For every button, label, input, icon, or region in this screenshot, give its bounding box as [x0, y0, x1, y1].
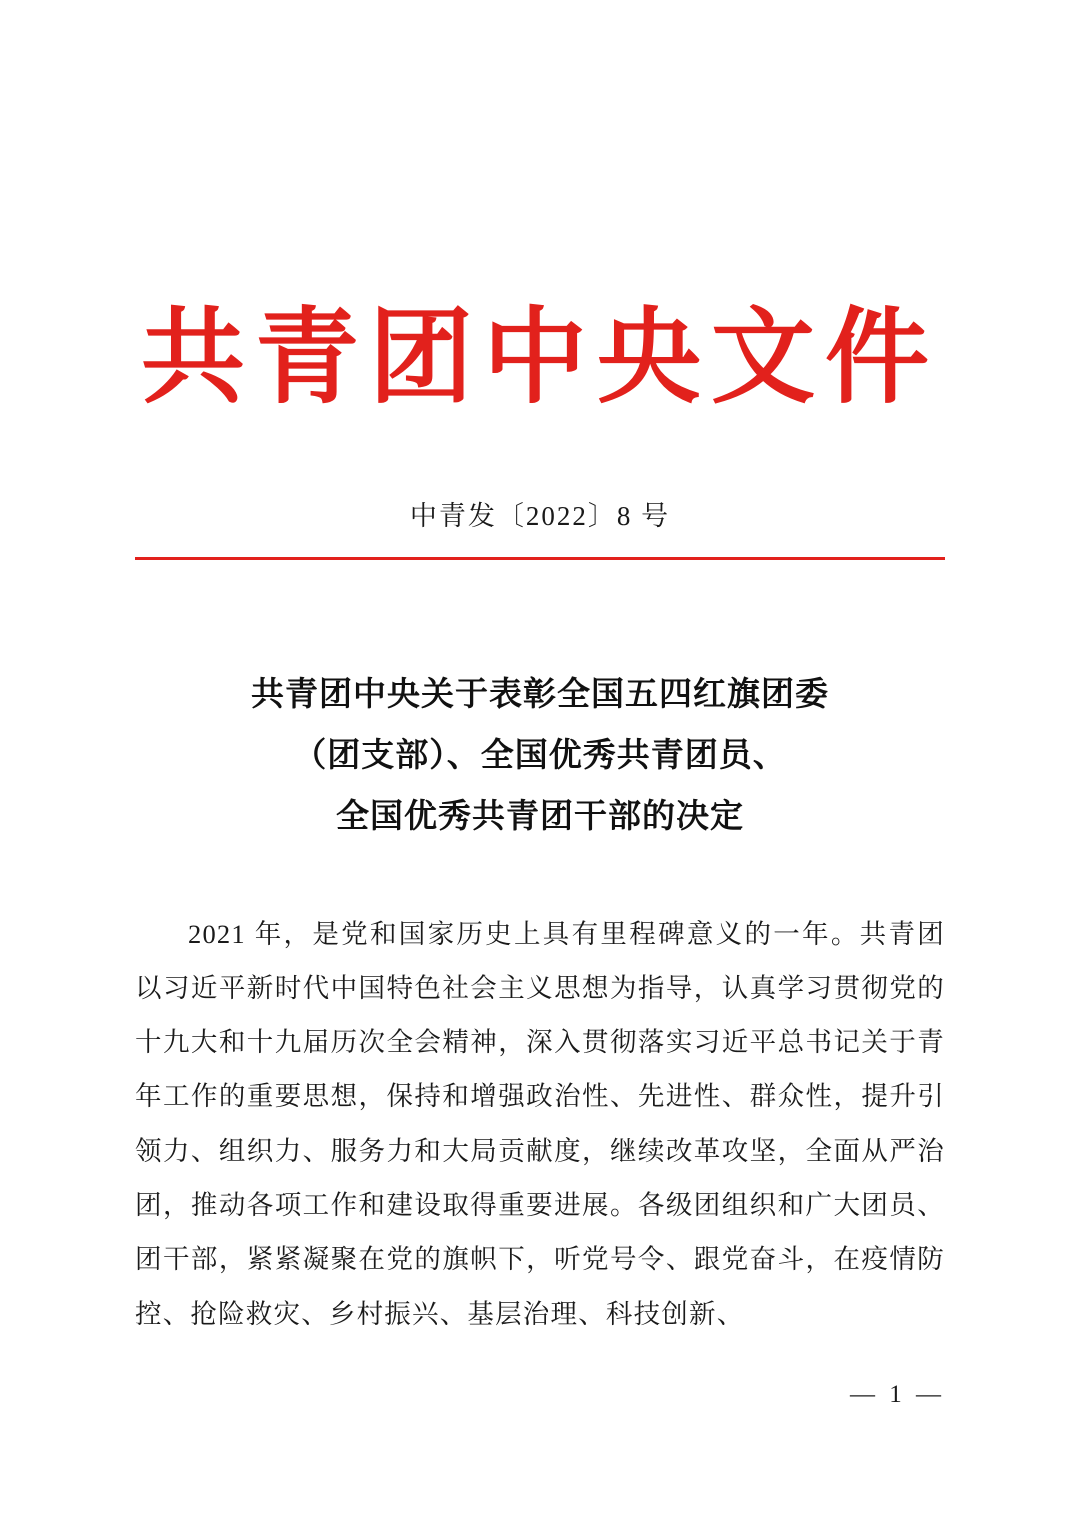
page-title-line-1: 共青团中央关于表彰全国五四红旗团委: [251, 677, 829, 714]
page-title: [135, 665, 945, 848]
masthead: [135, 0, 945, 418]
red-divider-rule: [135, 557, 945, 560]
body-paragraph: 2021 年，是党和国家历史上具有里程碑意义的一年。共青团以习近平新时代中国特色社会主义思想为指导，认真学习贯彻党的十九大和十九届历次全会精神，深入贯彻落实习近平总书记关于青年工作的重要思想，保持和增强政治性、先进性、群众性，提升引领力、组织力、服务力和大局贡献度，继续改革攻坚，全面从严治团，推动各项工作和建设取得重要进展。各级团组织和广大团员、团干部，紧紧凝聚在党的旗帜下，听党号令、跟党奋斗，在疫情防控、抢险救灾、乡村振兴、基层治理、科技创新、: [135, 918, 945, 1329]
page-title-line-3: 全国优秀共青团干部的决定: [336, 799, 744, 836]
body-text: [135, 907, 945, 1342]
masthead-title: 共青团中央文件: [140, 295, 939, 418]
page-title-line-2: （团支部）、全国优秀共青团员、: [293, 738, 787, 775]
document-number: 中青发〔2022〕8 号: [409, 501, 671, 532]
page-number: — 1 —: [850, 1381, 945, 1408]
